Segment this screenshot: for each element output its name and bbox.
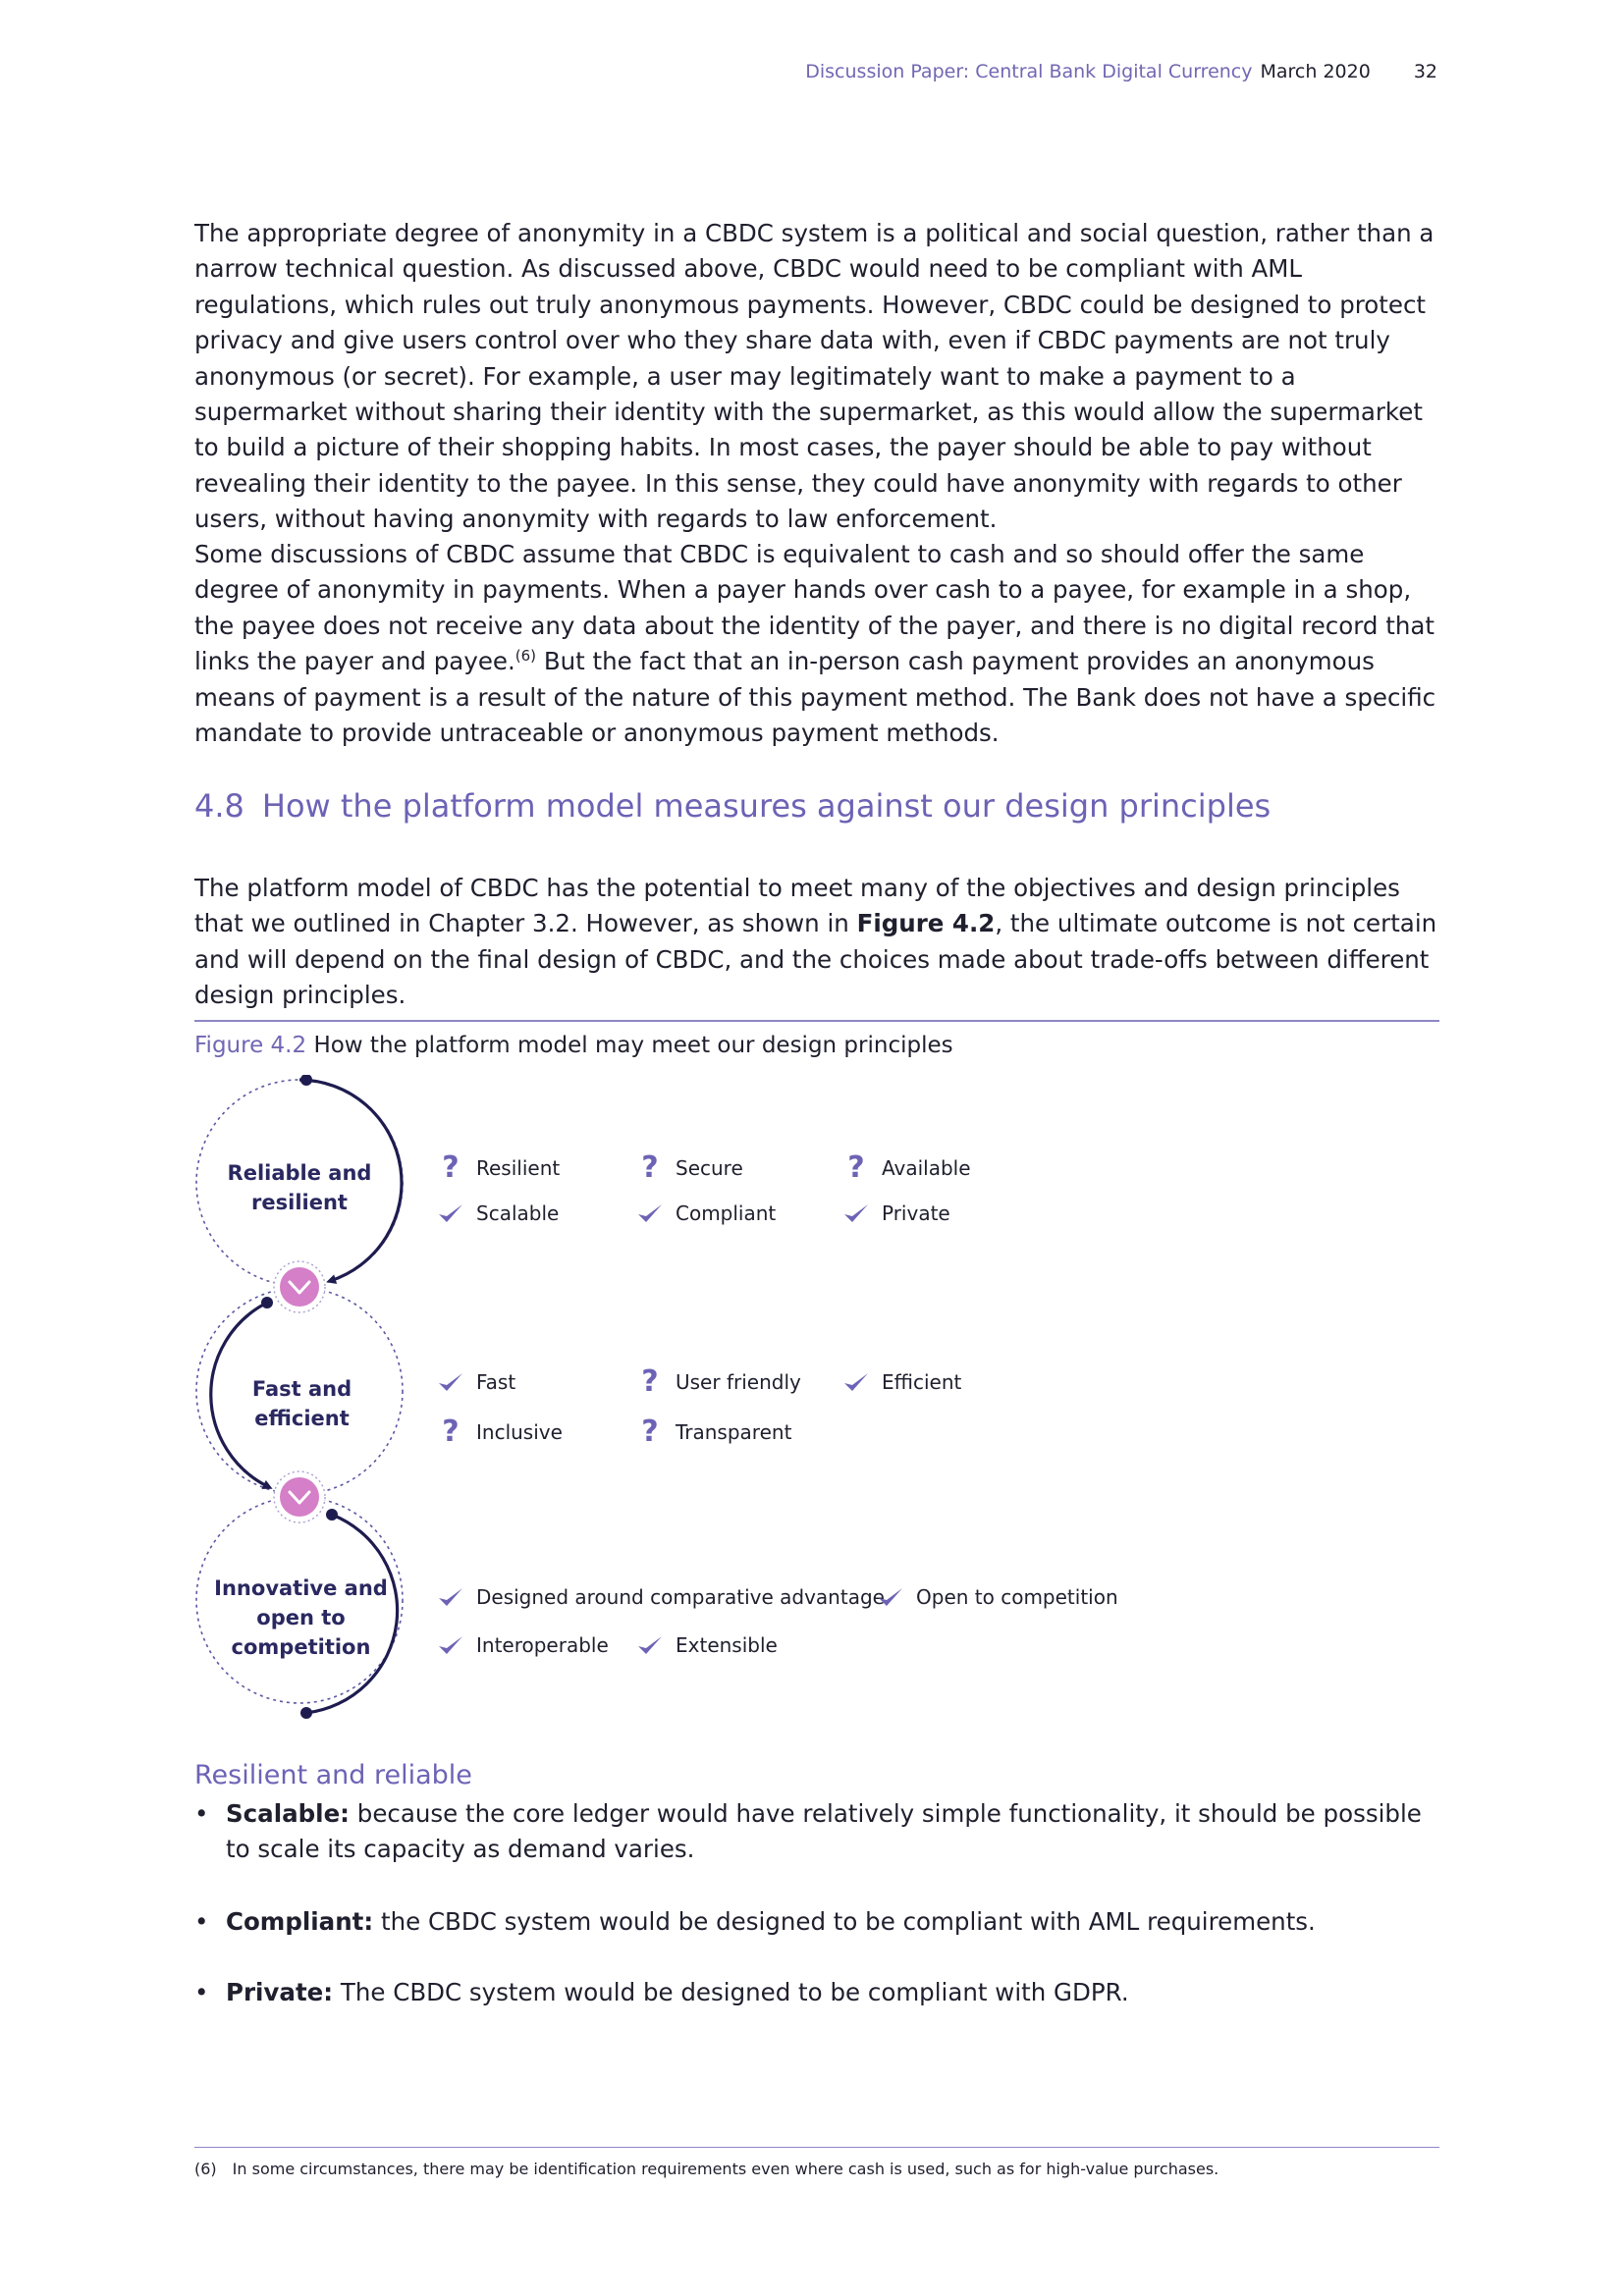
intro-part-a: The platform model of CBDC has the potential to meet many of the objectives and design principles that we outlined in Chapter 3.2. However, as shown in bbox=[194, 874, 1400, 938]
bullet-text: because the core ledger would have relatively simple functionality, it should be possible to scale its capacity as demand varies. bbox=[226, 1799, 1422, 1864]
principle-label: Inclusive bbox=[476, 1420, 563, 1444]
bullet-list bbox=[194, 1796, 1441, 1868]
principle-label: Interoperable bbox=[476, 1633, 609, 1657]
paragraph-anonymity: The appropriate degree of anonymity in a CBDC system is a political and social question, rather than a narrow technical question. As discussed above, CBDC would need to be compliant with AML regulations, which rules out truly anonymous payments. However, CBDC could be designed to protect privacy and give users control over who they share data with, even if CBDC payments are not truly anonymous (or secret). For example, a user may legitimately want to make a payment to a supermarket without sharing their identity with the supermarket, as this would allow the supermarket to build a picture of their shopping habits. In most cases, the payer should be able to pay without revealing their identity to the payee. In this sense, they could have anonymity with regards to other users, without having anonymity with regards to law enforcement. bbox=[194, 219, 1435, 534]
check-icon bbox=[437, 1631, 464, 1659]
section-title: How the platform model measures against our design principles bbox=[261, 787, 1272, 825]
header-date: March 2020 bbox=[1260, 61, 1371, 82]
running-header bbox=[0, 61, 1437, 82]
question-icon: ? bbox=[442, 1150, 460, 1185]
figure-top-rule bbox=[194, 1020, 1439, 1022]
principle-item bbox=[437, 1368, 515, 1396]
principle-item bbox=[636, 1364, 801, 1399]
subsection-heading: Resilient and reliable bbox=[194, 1760, 472, 1790]
principle-item bbox=[437, 1415, 563, 1449]
principle-item bbox=[636, 1150, 743, 1185]
list-item bbox=[194, 1975, 1441, 2010]
figure-reference-link[interactable]: Figure 4.2 bbox=[856, 909, 996, 938]
header-doc-title: Discussion Paper: Central Bank Digital Currency bbox=[805, 61, 1253, 82]
paragraph-platform-intro bbox=[194, 871, 1446, 1014]
figure-number: Figure 4.2 bbox=[194, 1033, 307, 1058]
circle-start-dot bbox=[326, 1509, 338, 1521]
principle-label: Compliant bbox=[676, 1201, 777, 1225]
principle-item bbox=[437, 1583, 885, 1611]
bullet-dot: • bbox=[194, 1978, 209, 2006]
principle-item bbox=[877, 1583, 1118, 1611]
circle-end-dot bbox=[300, 1707, 312, 1719]
list-item bbox=[194, 1904, 1441, 1940]
check-icon bbox=[437, 1583, 464, 1611]
chevron-down-icon bbox=[274, 1261, 325, 1312]
bullet-term: Scalable: bbox=[226, 1799, 350, 1828]
principle-label: Resilient bbox=[476, 1156, 561, 1180]
question-icon: ? bbox=[442, 1415, 460, 1449]
footnote-ref[interactable]: (6) bbox=[514, 647, 537, 666]
bullet-list bbox=[194, 1975, 1441, 2010]
group-label: Reliable and resilient bbox=[227, 1161, 372, 1214]
check-icon bbox=[636, 1631, 664, 1659]
principle-label: Extensible bbox=[676, 1633, 778, 1657]
principle-label: Transparent bbox=[676, 1420, 792, 1444]
circle-start-dot bbox=[261, 1297, 273, 1308]
footnote-text: In some circumstances, there may be identification requirements even where cash is used, such as for high-value purchases. bbox=[232, 2160, 1219, 2178]
bullet-dot: • bbox=[194, 1799, 209, 1828]
check-icon bbox=[636, 1200, 664, 1227]
bullet-list bbox=[194, 1904, 1441, 1940]
check-icon bbox=[437, 1368, 464, 1396]
footnote-rule bbox=[194, 2147, 1439, 2148]
paragraph-cash-part-b: But the fact that an in-person cash payment provides an anonymous means of payment is a result of the nature of this payment method. The Bank does not have a specific mandate to provide untraceable or anonymous payment methods. bbox=[194, 647, 1436, 748]
question-icon: ? bbox=[641, 1415, 659, 1449]
principle-label: Scalable bbox=[476, 1201, 560, 1225]
bullet-term: Compliant: bbox=[226, 1907, 374, 1936]
principle-item bbox=[636, 1200, 776, 1227]
principle-item bbox=[437, 1631, 609, 1659]
group-label: Innovative and open to competition bbox=[214, 1576, 388, 1659]
section-number: 4.8 bbox=[194, 787, 244, 825]
principle-label: Secure bbox=[676, 1156, 743, 1180]
circle-start-dot bbox=[300, 1075, 312, 1086]
principle-label: Private bbox=[882, 1201, 950, 1225]
question-icon: ? bbox=[641, 1150, 659, 1185]
paragraph-cash-equivalence bbox=[194, 537, 1446, 751]
bullet-text: the CBDC system would be designed to be compliant with AML requirements. bbox=[373, 1907, 1316, 1936]
list-item bbox=[194, 1796, 1441, 1868]
intro-part-b: , the ultimate outcome is not certain and will depend on the final design of CBDC, and the choices made about trade-offs between different design principles. bbox=[194, 909, 1437, 1010]
footnote bbox=[194, 2160, 1218, 2178]
figure-caption-text: How the platform model may meet our design principles bbox=[313, 1033, 953, 1058]
check-icon bbox=[877, 1583, 904, 1611]
paragraph-cash-part-a: Some discussions of CBDC assume that CBDC is equivalent to cash and so should offer the same degree of anonymity in payments. When a payer hands over cash to a payee, for example in a shop, the payee does not receive any data about the identity of the payer, and there is no digital record that links the payer and payee. bbox=[194, 540, 1435, 676]
principle-label: Open to competition bbox=[916, 1585, 1118, 1609]
section-heading bbox=[194, 787, 1271, 825]
bullet-term: Private: bbox=[226, 1978, 334, 2006]
page-number: 32 bbox=[1413, 61, 1437, 82]
principle-item bbox=[437, 1200, 559, 1227]
principle-label: Fast bbox=[476, 1370, 516, 1394]
question-icon: ? bbox=[847, 1150, 865, 1185]
principle-label: Designed around comparative advantage bbox=[476, 1585, 885, 1609]
principle-item bbox=[636, 1415, 792, 1449]
chevron-down-icon bbox=[274, 1471, 325, 1522]
principle-item bbox=[842, 1368, 961, 1396]
principle-item bbox=[437, 1150, 561, 1185]
question-icon: ? bbox=[641, 1364, 659, 1399]
principle-item bbox=[842, 1150, 971, 1185]
principle-label: Available bbox=[882, 1156, 971, 1180]
check-icon bbox=[842, 1200, 870, 1227]
principle-item bbox=[636, 1631, 778, 1659]
principle-label: User friendly bbox=[676, 1370, 801, 1394]
check-icon bbox=[437, 1200, 464, 1227]
figure-caption bbox=[194, 1033, 953, 1058]
principle-item bbox=[842, 1200, 950, 1227]
check-icon bbox=[842, 1368, 870, 1396]
bullet-dot: • bbox=[194, 1907, 209, 1936]
group-label: Fast and efficient bbox=[251, 1377, 352, 1430]
principle-label: Efficient bbox=[882, 1370, 962, 1394]
footnote-number: (6) bbox=[194, 2160, 217, 2178]
bullet-text: The CBDC system would be designed to be compliant with GDPR. bbox=[333, 1978, 1129, 2006]
